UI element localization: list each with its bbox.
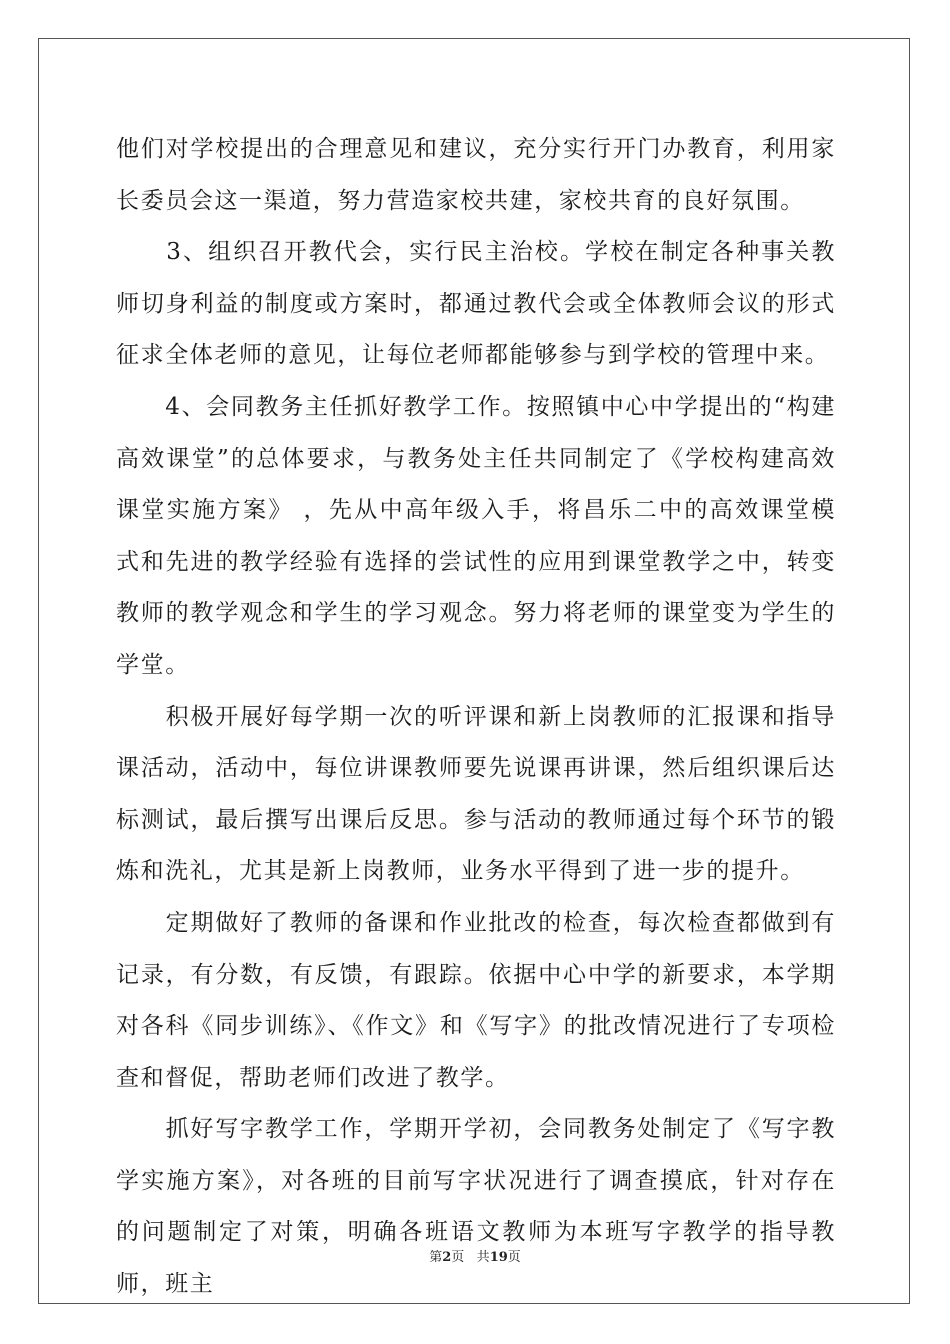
paragraph-homework-checks: 定期做好了教师的备课和作业批改的检查，每次检查都做到有记录，有分数，有反馈，有跟踪。依据中心中学的新要求，本学期对各科《同步训练》、《作文》和《写字》的批改情况进行了专项检查和督促，帮助老师们改进了教学。 [116,909,836,1091]
document-body [116,124,836,1311]
footer-prefix: 第 [429,1250,443,1265]
footer-total-suffix: 页 [507,1250,521,1265]
paragraph-writing-teaching: 抓好写字教学工作，学期开学初，会同教务处制定了《写字教学实施方案》，对各班的目前写字状况进行了调查摸底，针对存在的问题制定了对策，明确各班语文教师为本班写字教学的指导教师，班主 [116,1116,836,1298]
page-footer [0,1246,950,1265]
paragraph-lesson-activities: 积极开展好每学期一次的听评课和新上岗教师的汇报课和指导课活动，活动中，每位讲课教师要先说课再讲课，然后组织课后达标测试，最后撰写出课后反思。参与活动的教师通过每个环节的锻炼和洗礼，尤其是新上岗教师，业务水平得到了进一步的提升。 [116,703,836,885]
paragraph-item-3: 3、组织召开教代会，实行民主治校。学校在制定各种事关教师切身利益的制度或方案时，都通过教代会或全体教师会议的形式征求全体老师的意见，让每位老师都能够参与到学校的管理中来。 [116,239,836,369]
footer-page-label: 页 [451,1250,465,1265]
paragraph-item-4: 4、会同教务主任抓好教学工作。按照镇中心中学提出的“构建高效课堂”的总体要求，与教务处主任共同制定了《学校构建高效课堂实施方案》 ，先从中高年级入手，将昌乐二中的高效课堂模式和先进的教学经验有选择的尝试性的应用到课堂教学之中，转变教师的教学观念和学生的学习观念。努力将老师的课堂变为学生的学堂。 [116,393,836,678]
total-pages-number: 19 [489,1250,508,1265]
current-page-number: 2 [442,1250,452,1265]
footer-total-prefix: 共 [476,1250,490,1265]
paragraph-continuation: 他们对学校提出的合理意见和建议，充分实行开门办教育，利用家长委员会这一渠道，努力营造家校共建，家校共育的良好氛围。 [116,136,836,214]
